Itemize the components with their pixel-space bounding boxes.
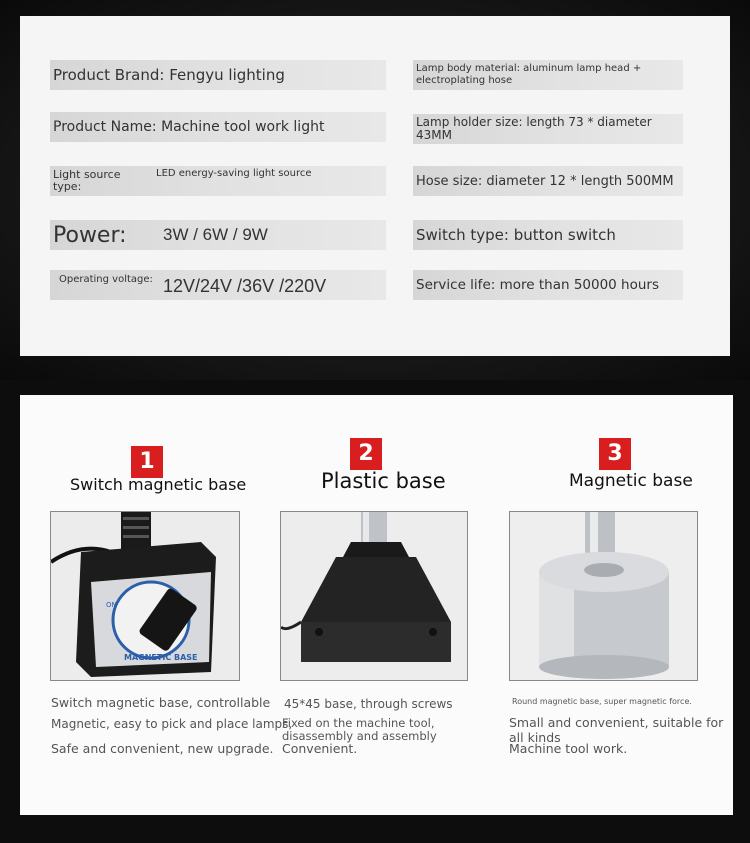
base-desc-2-line-3: Convenient. <box>282 741 358 756</box>
spec-light-source-value: LED energy-saving light source <box>156 168 312 179</box>
spec-brand <box>50 60 386 90</box>
base-desc-2-line-1: 45*45 base, through screws <box>284 697 453 711</box>
spec-hose-size-text: Hose size: diameter 12 * length 500MM <box>416 173 674 189</box>
spec-switch-type-text: Switch type: button switch <box>416 226 616 244</box>
base-desc-3-line-3: Machine tool work. <box>509 741 628 756</box>
spec-voltage <box>50 270 386 300</box>
magnetic-base-illustration <box>510 512 698 681</box>
spec-holder-size-text: Lamp holder size: length 73 * diameter 43MM <box>416 115 652 142</box>
spec-power <box>50 220 386 250</box>
base-desc-2-line-2: Fixed on the machine tool, disassembly and assembly <box>282 716 437 743</box>
spec-panel <box>20 16 730 356</box>
photo-on-label: ON <box>106 601 117 609</box>
spec-product-name <box>50 112 386 142</box>
badge-2: 2 <box>350 438 382 470</box>
base-desc-3-line-1: Round magnetic base, super magnetic force. <box>512 697 692 706</box>
spec-service-life <box>413 270 683 300</box>
spec-light-source <box>50 166 386 196</box>
spec-voltage-label: Operating voltage: <box>59 274 153 285</box>
spec-power-label: Power: <box>53 222 127 248</box>
spec-light-source-label: Light source type: <box>53 168 121 193</box>
switch-magnetic-base-photo <box>50 511 240 681</box>
magnetic-base-photo <box>509 511 698 681</box>
spec-brand-text: Product Brand: Fengyu lighting <box>53 66 285 84</box>
spec-product-name-text: Product Name: Machine tool work light <box>53 119 325 135</box>
spec-voltage-value: 12V/24V /36V /220V <box>163 276 327 296</box>
plastic-base-photo <box>280 511 468 681</box>
base-title-1: Switch magnetic base <box>70 475 247 494</box>
base-panel <box>20 395 733 815</box>
spec-hose-size <box>413 166 683 196</box>
spec-material-text: Lamp body material: aluminum lamp head + electroplating hose <box>416 63 642 86</box>
badge-1: 1 <box>131 446 163 478</box>
spec-service-life-text: Service life: more than 50000 hours <box>416 277 660 293</box>
base-desc-3-line-2: Small and convenient, suitable for all kinds <box>509 715 724 745</box>
plastic-base-illustration <box>281 512 468 681</box>
badge-3: 3 <box>599 438 631 470</box>
switch-magnetic-base-illustration <box>51 512 240 681</box>
base-desc-1-line-3: Safe and convenient, new upgrade. <box>51 741 274 756</box>
base-desc-1-line-1: Switch magnetic base, controllable <box>51 695 271 710</box>
spec-switch-type <box>413 220 683 250</box>
base-title-2: Plastic base <box>321 469 446 493</box>
base-desc-1-line-2: Magnetic, easy to pick and place lamps, <box>51 717 293 731</box>
base-title-3: Magnetic base <box>569 471 693 491</box>
spec-holder-size <box>413 114 683 144</box>
spec-power-value: 3W / 6W / 9W <box>163 225 268 244</box>
photo-magnetic-base-label: MAGNETIC BASE <box>124 653 198 662</box>
spec-material <box>413 60 683 90</box>
